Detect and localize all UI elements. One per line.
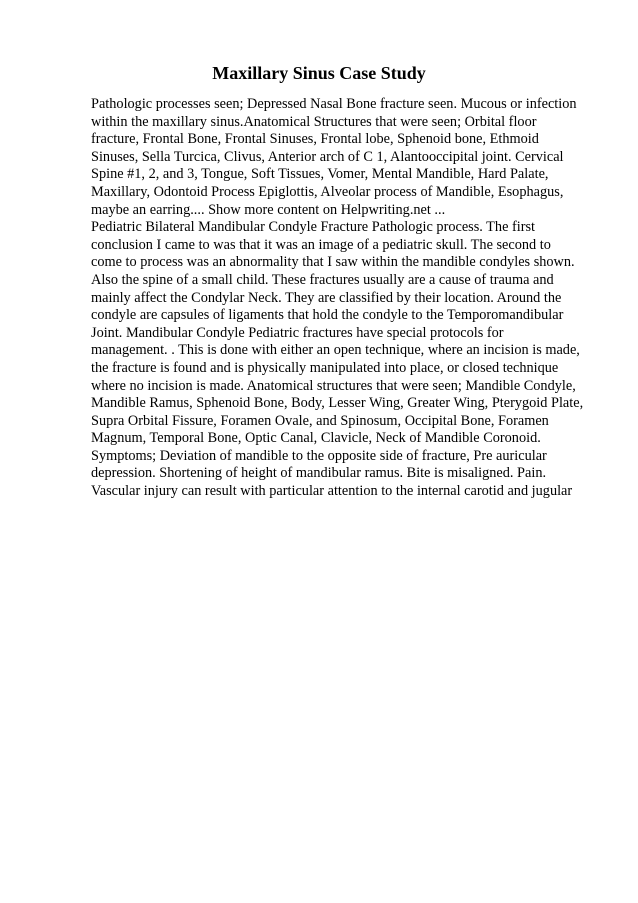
body-line: Pediatric Bilateral Mandibular Condyle Fracture Pathologic process. The first [91, 219, 536, 236]
body-line: Pathologic processes seen; Depressed Nasal Bone fracture seen. Mucous or infection [91, 96, 577, 112]
body-line: Joint. Mandibular Condyle Pediatric fractures have special protocols for [91, 324, 504, 341]
document-body [91, 96, 611, 501]
body-line: the fracture is found and is physically manipulated into place, or closed technique [91, 359, 559, 376]
body-line: maybe an earring.... Show more content on Helpwriting.net ... [91, 201, 446, 218]
body-line: Supra Orbital Fissure, Foramen Ovale, and Spinosum, Occipital Bone, Foramen [91, 412, 549, 429]
body-line: come to process was an abnormality that I saw within the mandible condyles shown. [91, 254, 575, 271]
body-line: management. . This is done with either an open technique, where an incision is made, [91, 342, 580, 359]
body-line: fracture, Frontal Bone, Frontal Sinuses, Frontal lobe, Sphenoid bone, Ethmoid [91, 131, 539, 148]
body-line: Vascular injury can result with particular attention to the internal carotid and jugular [91, 483, 573, 500]
body-line: Spine #1, 2, and 3, Tongue, Soft Tissues, Vomer, Mental Mandible, Hard Palate, [91, 166, 549, 183]
body-line: Sinuses, Sella Turcica, Clivus, Anterior arch of C 1, Alantooccipital joint. Cervical [91, 148, 564, 165]
body-line: within the maxillary sinus.Anatomical Structures that were seen; Orbital floor [91, 113, 537, 130]
body-line: where no incision is made. Anatomical structures that were seen; Mandible Condyle, [91, 377, 576, 394]
body-line: condyle are capsules of ligaments that hold the condyle to the Temporomandibular [91, 307, 564, 324]
body-line: depression. Shortening of height of mandibular ramus. Bite is misaligned. Pain. [91, 465, 547, 482]
body-line: Maxillary, Odontoid Process Epiglottis, Alveolar process of Mandible, Esophagus, [91, 183, 564, 200]
body-line: Magnum, Temporal Bone, Optic Canal, Clavicle, Neck of Mandible Coronoid. [91, 430, 541, 447]
body-line: Also the spine of a small child. These fractures usually are a cause of trauma and [91, 271, 554, 288]
body-line: Symptoms; Deviation of mandible to the opposite side of fracture, Pre auricular [91, 447, 547, 464]
body-line: conclusion I came to was that it was an image of a pediatric skull. The second to [91, 236, 551, 253]
body-line: Mandible Ramus, Sphenoid Bone, Body, Lesser Wing, Greater Wing, Pterygoid Plate, [91, 395, 584, 412]
document-title: Maxillary Sinus Case Study [212, 63, 426, 83]
body-line: mainly affect the Condylar Neck. They are classified by their location. Around the [91, 289, 562, 306]
